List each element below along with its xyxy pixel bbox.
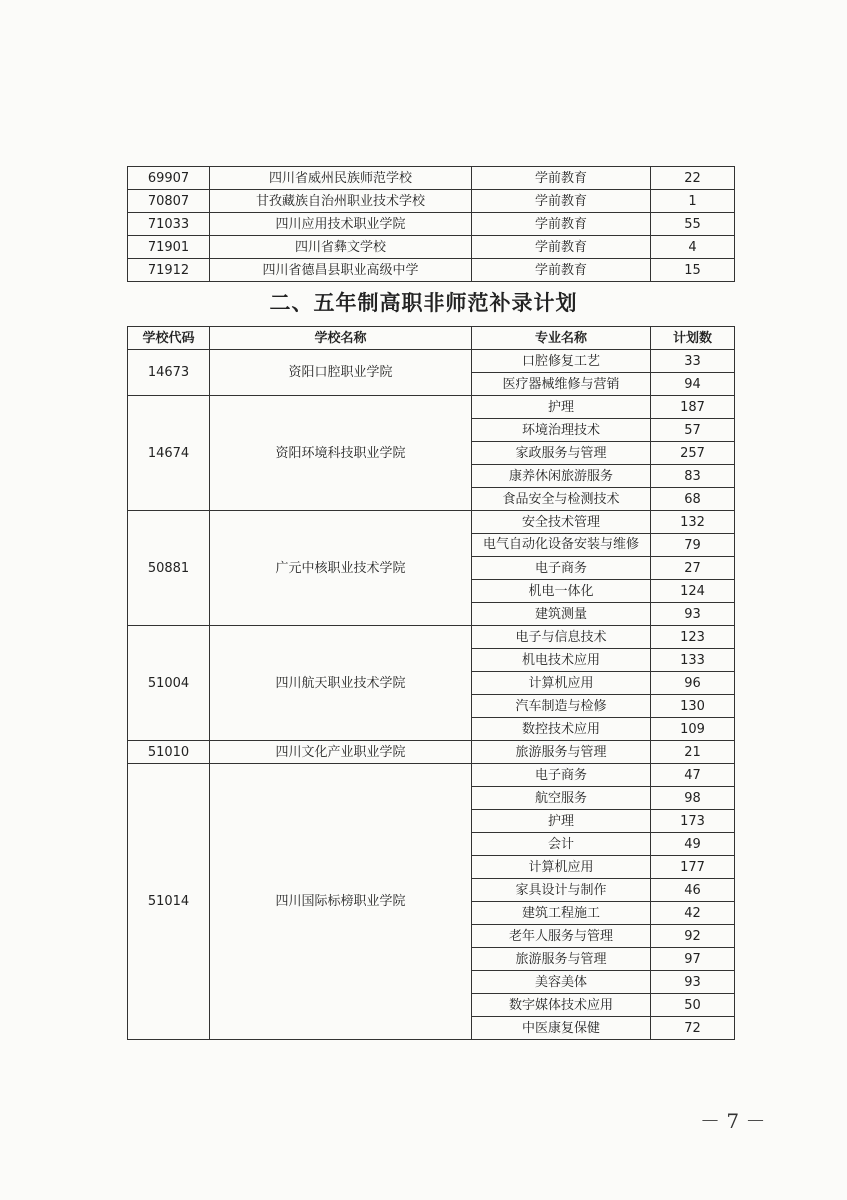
plan-count: 94 xyxy=(651,373,735,396)
school-name: 四川国际标榜职业学院 xyxy=(210,764,472,1040)
school-code: 51014 xyxy=(128,764,210,1040)
plan-count: 55 xyxy=(651,213,735,236)
plan-count: 124 xyxy=(651,580,735,603)
major-name: 计算机应用 xyxy=(472,672,651,695)
plan-count: 68 xyxy=(651,488,735,511)
major-name: 会计 xyxy=(472,833,651,856)
major-name: 医疗器械维修与营销 xyxy=(472,373,651,396)
plan-count: 50 xyxy=(651,994,735,1017)
table-row xyxy=(128,167,735,190)
table-row xyxy=(128,213,735,236)
major-name: 老年人服务与管理 xyxy=(472,925,651,948)
major-name: 家政服务与管理 xyxy=(472,442,651,465)
major-name: 旅游服务与管理 xyxy=(472,948,651,971)
major-name: 电气自动化设备安装与维修 xyxy=(472,534,651,557)
plan-count: 33 xyxy=(651,350,735,373)
plan-count: 257 xyxy=(651,442,735,465)
school-name: 广元中核职业技术学院 xyxy=(210,511,472,626)
major-name: 计算机应用 xyxy=(472,856,651,879)
plan-count: 93 xyxy=(651,971,735,994)
school-code: 50881 xyxy=(128,511,210,626)
major-name: 护理 xyxy=(472,810,651,833)
school-name: 资阳口腔职业学院 xyxy=(210,350,472,396)
major-name: 电子商务 xyxy=(472,764,651,787)
major-name: 学前教育 xyxy=(472,167,651,190)
major-name: 建筑工程施工 xyxy=(472,902,651,925)
plan-count: 96 xyxy=(651,672,735,695)
plan-count: 93 xyxy=(651,603,735,626)
table-row xyxy=(128,396,735,419)
major-name: 旅游服务与管理 xyxy=(472,741,651,764)
school-code: 70807 xyxy=(128,190,210,213)
plan-count: 123 xyxy=(651,626,735,649)
major-name: 汽车制造与检修 xyxy=(472,695,651,718)
major-name: 机电技术应用 xyxy=(472,649,651,672)
plan-count: 130 xyxy=(651,695,735,718)
school-code: 51004 xyxy=(128,626,210,741)
major-name: 家具设计与制作 xyxy=(472,879,651,902)
major-name: 环境治理技术 xyxy=(472,419,651,442)
plan-count: 97 xyxy=(651,948,735,971)
plan-count: 132 xyxy=(651,511,735,534)
table-row xyxy=(128,741,735,764)
plan-count: 57 xyxy=(651,419,735,442)
major-name: 食品安全与检测技术 xyxy=(472,488,651,511)
school-code: 71033 xyxy=(128,213,210,236)
school-name: 四川省威州民族师范学校 xyxy=(210,167,472,190)
major-name: 学前教育 xyxy=(472,213,651,236)
plan-count: 173 xyxy=(651,810,735,833)
plan-count: 27 xyxy=(651,557,735,580)
plan-count: 4 xyxy=(651,236,735,259)
plan-count: 109 xyxy=(651,718,735,741)
plan-count: 21 xyxy=(651,741,735,764)
major-name: 康养休闲旅游服务 xyxy=(472,465,651,488)
major-name: 机电一体化 xyxy=(472,580,651,603)
plan-count: 79 xyxy=(651,534,735,557)
major-name: 建筑测量 xyxy=(472,603,651,626)
plan-count: 47 xyxy=(651,764,735,787)
school-name: 资阳环境科技职业学院 xyxy=(210,396,472,511)
plan-count: 98 xyxy=(651,787,735,810)
school-code: 14673 xyxy=(128,350,210,396)
major-name: 安全技术管理 xyxy=(472,511,651,534)
plan-count: 83 xyxy=(651,465,735,488)
plan-count: 72 xyxy=(651,1017,735,1040)
school-code: 69907 xyxy=(128,167,210,190)
table-row xyxy=(128,626,735,649)
plan-count: 187 xyxy=(651,396,735,419)
header-major-name: 专业名称 xyxy=(472,327,651,350)
major-name: 口腔修复工艺 xyxy=(472,350,651,373)
major-name: 学前教育 xyxy=(472,259,651,282)
major-name: 护理 xyxy=(472,396,651,419)
header-school-name: 学校名称 xyxy=(210,327,472,350)
school-name: 四川文化产业职业学院 xyxy=(210,741,472,764)
plan-count: 15 xyxy=(651,259,735,282)
plan-count: 1 xyxy=(651,190,735,213)
plan-count: 92 xyxy=(651,925,735,948)
plan-count: 46 xyxy=(651,879,735,902)
major-name: 学前教育 xyxy=(472,190,651,213)
plan-count: 42 xyxy=(651,902,735,925)
major-name: 航空服务 xyxy=(472,787,651,810)
major-name: 中医康复保健 xyxy=(472,1017,651,1040)
major-name: 数字媒体技术应用 xyxy=(472,994,651,1017)
school-code: 14674 xyxy=(128,396,210,511)
plan-count: 49 xyxy=(651,833,735,856)
header-plan-count: 计划数 xyxy=(651,327,735,350)
table-row xyxy=(128,350,735,373)
major-name: 电子与信息技术 xyxy=(472,626,651,649)
supplementary-plan-table xyxy=(127,326,735,1040)
header-school-code: 学校代码 xyxy=(128,327,210,350)
top-enrollment-table xyxy=(127,166,735,282)
plan-count: 177 xyxy=(651,856,735,879)
major-name: 学前教育 xyxy=(472,236,651,259)
school-name: 四川航天职业技术学院 xyxy=(210,626,472,741)
table-row xyxy=(128,511,735,534)
table-row xyxy=(128,190,735,213)
plan-count: 22 xyxy=(651,167,735,190)
major-name: 美容美体 xyxy=(472,971,651,994)
school-name: 四川应用技术职业学院 xyxy=(210,213,472,236)
major-name: 数控技术应用 xyxy=(472,718,651,741)
table-row xyxy=(128,236,735,259)
school-code: 71912 xyxy=(128,259,210,282)
major-name: 电子商务 xyxy=(472,557,651,580)
school-name: 四川省彝文学校 xyxy=(210,236,472,259)
school-name: 甘孜藏族自治州职业技术学校 xyxy=(210,190,472,213)
school-code: 71901 xyxy=(128,236,210,259)
table-row xyxy=(128,764,735,787)
page-number: － 7 － xyxy=(700,1109,766,1133)
header-row xyxy=(128,327,735,350)
school-code: 51010 xyxy=(128,741,210,764)
school-name: 四川省德昌县职业高级中学 xyxy=(210,259,472,282)
section-heading: 二、五年制高职非师范补录计划 xyxy=(269,291,578,315)
table-row xyxy=(128,259,735,282)
plan-count: 133 xyxy=(651,649,735,672)
